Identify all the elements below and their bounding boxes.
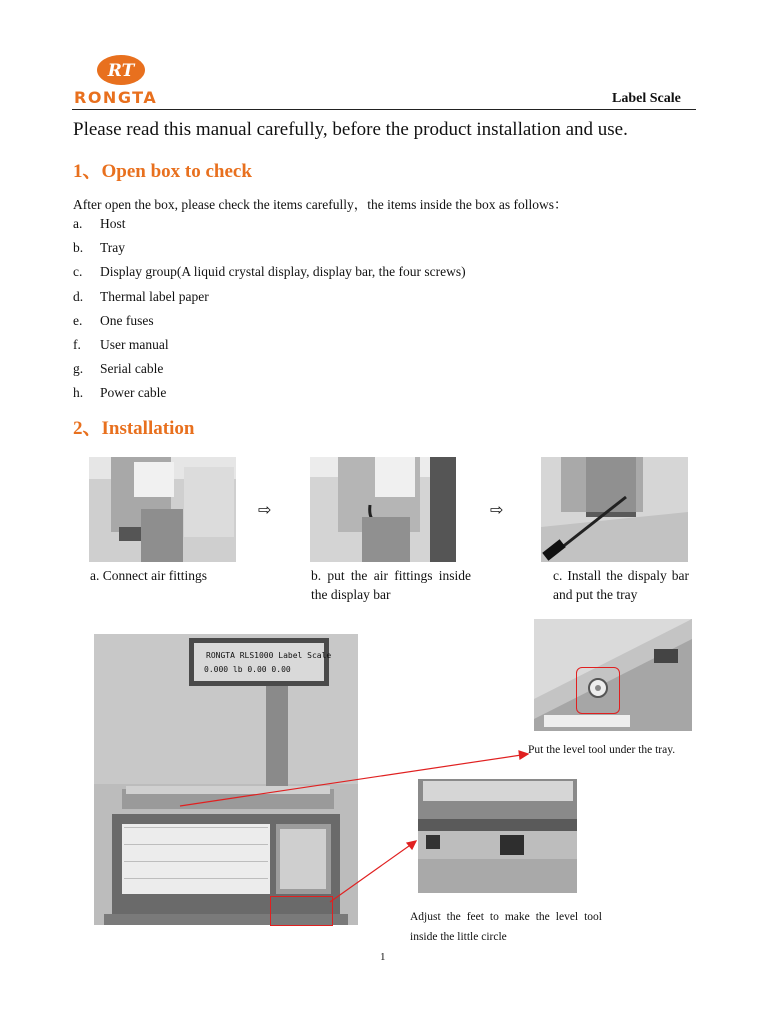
item-label: One fuses [100, 312, 154, 328]
level-tool-caption: Put the level tool under the tray. [528, 744, 676, 756]
item-letter: h. [73, 385, 84, 401]
step-b-caption: b. put the air fittings inside the display bar [311, 568, 471, 602]
feet-callout-line [330, 841, 416, 902]
feet-caption: Adjust the feet to make the level tool inside the little circle [410, 911, 602, 943]
header-title: Label Scale [612, 91, 681, 106]
level-callout-arrowhead [519, 751, 528, 759]
item-letter: c. [73, 264, 83, 280]
item-label: Display group(A liquid crystal display, display bar, the four screws) [100, 264, 466, 280]
step-c-caption: c. Install the dispaly bar and put the tray [553, 568, 689, 602]
intro-text: Please read this manual carefully, before the product installation and use. [73, 119, 628, 140]
item-label: Power cable [100, 385, 167, 401]
item-label: Serial cable [100, 361, 164, 377]
item-letter: e. [73, 312, 83, 328]
step-arrow-2-icon: ⇨ [490, 500, 504, 519]
display-line-1: RONGTA RLS1000 Label Scale [206, 651, 332, 660]
level-callout-line [180, 754, 528, 806]
logo-wordmark: RONGTA [74, 88, 158, 107]
item-letter: d. [73, 288, 84, 304]
item-letter: a. [73, 216, 83, 231]
display-line-2: 0.000 lb 0.00 0.00 [204, 665, 291, 674]
item-letter: g. [73, 361, 84, 377]
logo-mark-text: RT [107, 61, 135, 81]
item-letter: f. [73, 336, 81, 352]
section-heading-installation: 2、Installation [73, 418, 195, 439]
item-label: Host [100, 216, 126, 231]
item-letter: b. [73, 240, 84, 256]
step-a-caption: a. Connect air fittings [90, 568, 207, 583]
item-label: User manual [100, 336, 169, 352]
box-intro-text: After open the box, please check the items carefully，the items inside the box as follows： [73, 197, 568, 212]
item-label: Tray [100, 240, 126, 256]
step-arrow-1-icon: ⇨ [258, 500, 272, 519]
section-heading-open-box: 1、Open box to check [73, 161, 252, 182]
page-number: 1 [380, 951, 386, 963]
feet-callout-arrowhead [407, 841, 416, 849]
item-label: Thermal label paper [100, 288, 209, 304]
